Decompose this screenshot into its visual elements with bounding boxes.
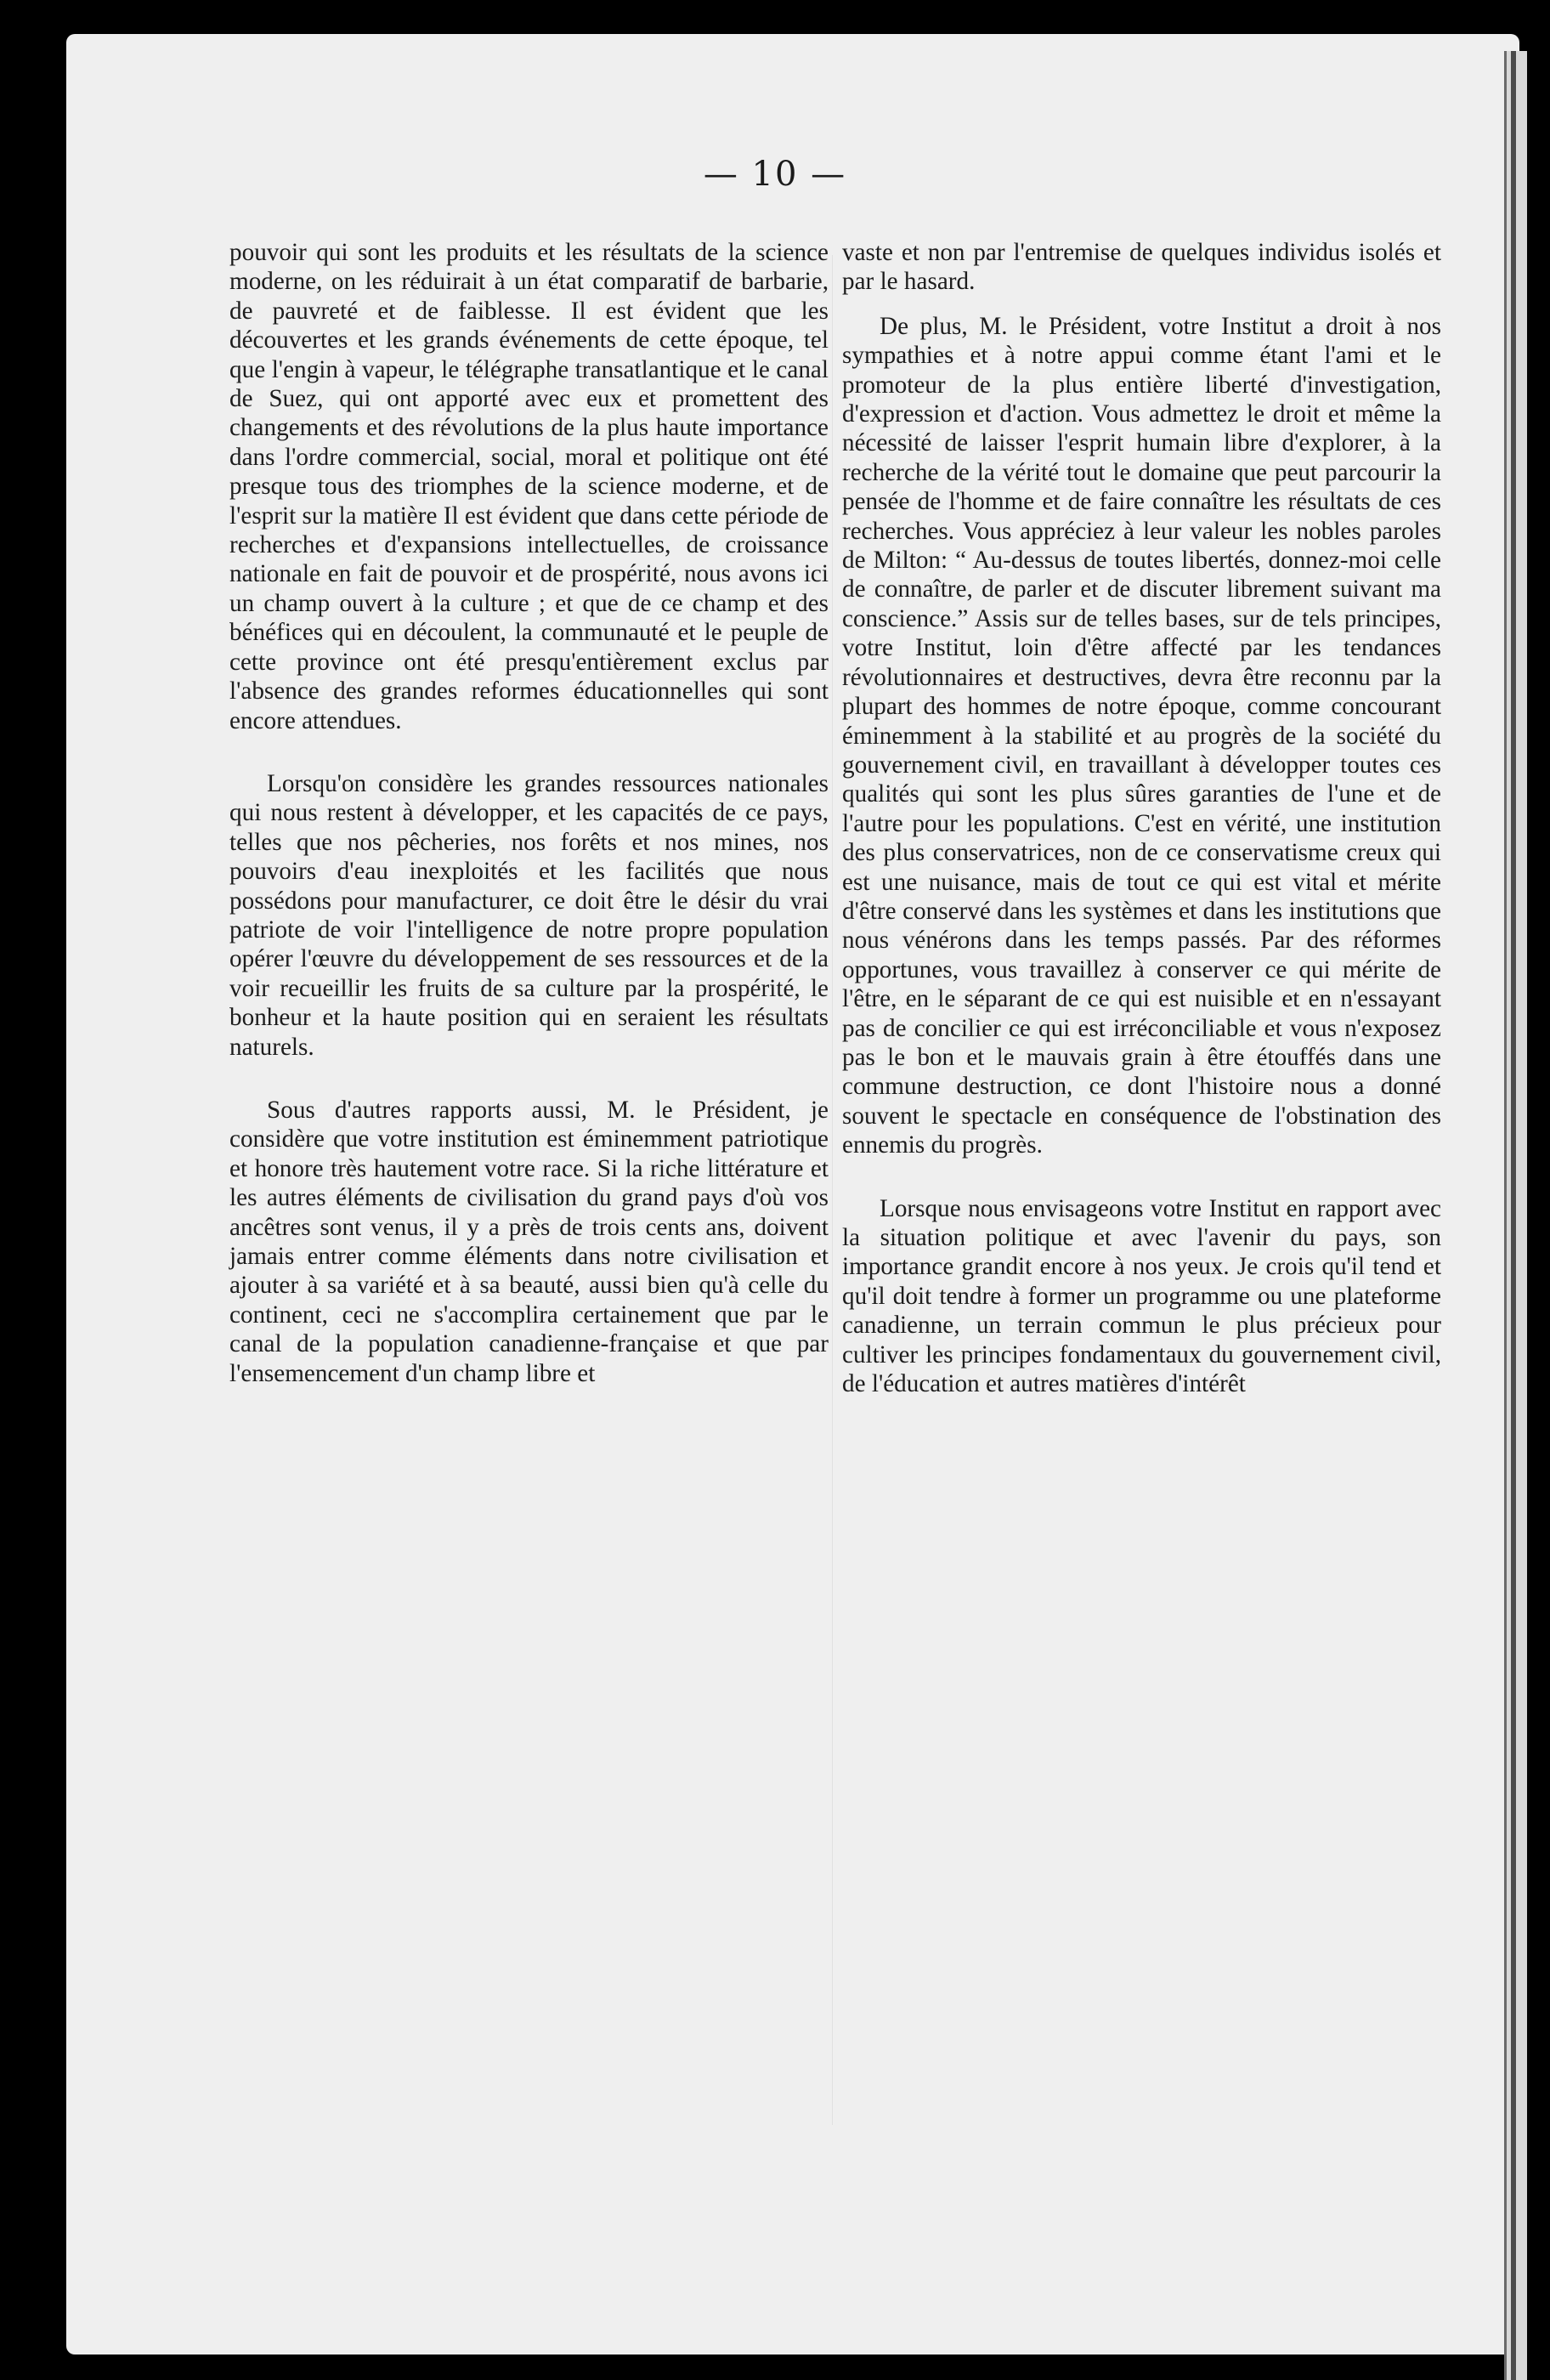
page-edge-shadow	[1511, 51, 1516, 2380]
paragraph: vaste et non par l'entremise de quelques individus isolés et par le hasard.	[842, 239, 1441, 296]
page-number: — 10 —	[703, 155, 847, 194]
left-text-column	[229, 238, 829, 1388]
paragraph: Lorsqu'on considère les grandes ressources nationales qui nous restent à développer, et les capacités de ce pays, telles que nos pêcheries, nos forêts et nos mines, nos pouvoirs d'eau inexploités et les facilités que nous possédons pour manufacturer, ce doit être le désir du vrai patriote de voir l'intelligence de notre propre population opérer l'œuvre du développement de ses ressources et de la voir recueillir les fruits de sa culture par la prospérité, le bonheur et la haute position qui en seraient les résultats naturels.	[229, 769, 829, 1061]
paragraph: De plus, M. le Président, votre Institut a droit à nos sympathies et à notre appui comme étant l'ami et le promoteur de la plus entière liberté d'investigation, d'expression et d'action. Vous admettez le droit et même la nécessité de laisser l'esprit humain libre d'explorer, à la recherche de la vérité tout le domaine que peut parcourir la pensée de l'homme et de faire connaître les résultats de ces recherches. Vous appréciez à leur valeur les nobles paroles de Milton: “ Au-dessus de toutes libertés, donnez-moi celle de connaître, de parler et de discuter librement suivant ma conscience.” Assis sur de telles bases, sur de tels principes, votre Institut, loin d'être affecté par les tendances révolutionnaires et destructives, devra être reconnu par la plupart des hommes de notre époque, comme concourant éminemment à la stabilité et au progrès de la société du gouvernement civil, en travaillant à développer toutes ces qualités qui sont les plus sûres garanties de l'une et de l'autre pour les populations. C'est en vérité, une institution des plus conservatrices, non de ce conservatisme creux qui est une nuisance, mais de tout ce qui est vital et mérite d'être conservé dans les systèmes et dans les institutions que nous vénérons dans les temps passés. Par des réformes opportunes, vous travaillez à conserver ce qui mérite de l'être, en le séparant de ce qui est nuisible et en n'essayant pas de concilier ce qui est irréconciliable et vous n'exposez pas le bon et le mauvais grain à être étouffés dans une commune destruction, ce dont l'histoire nous a donné souvent le spectacle en conséquence de l'obstination des ennemis du progrès.	[842, 312, 1441, 1159]
paragraph: pouvoir qui sont les produits et les résultats de la science moderne, on les réduirait à un état comparatif de barbarie, de pauvreté et de faiblesse. Il est évident que les découvertes et les grands événements de cette époque, tel que l'engin à vapeur, le télégraphe transatlantique et le canal de Suez, qui ont apporté avec eux et promettent des changements et des révolutions de la plus haute importance dans l'ordre commercial, social, moral et politique ont été presque tous des triomphes de la science moderne, et de l'esprit sur la matière Il est évident que dans cette période de recherches et d'expansions intellectuelles, de croissance nationale en fait de pouvoir et de prospérité, nous avons ici un champ ouvert à la culture ; et que de ce champ et des bénéfices qui en découlent, la communauté et le peuple de cette province ont été presqu'entièrement exclus par l'absence des grandes reformes éducationnelles qui sont encore attendues.	[229, 239, 829, 734]
right-text-column	[842, 238, 1441, 1398]
column-gutter	[832, 255, 833, 2125]
paragraph: Sous d'autres rapports aussi, M. le Président, je considère que votre institution est éminemment patriotique et honore très hautement votre race. Si la riche littérature et les autres éléments de civilisation du grand pays d'où vos ancêtres sont venus, il y a près de trois cents ans, doivent jamais entrer comme éléments dans notre civilisation et ajouter à sa variété et à sa beauté, aussi bien qu'à celle du continent, ceci ne s'accomplira certainement que par le canal de la population canadienne-française et que par l'ensemencement d'un champ libre et	[229, 1096, 829, 1387]
paragraph: Lorsque nous envisageons votre Institut en rapport avec la situation politique et avec l'avenir du pays, son importance grandit encore à nos yeux. Je crois qu'il tend et qu'il doit tendre à former un programme ou une plateforme canadienne, un terrain commun le plus précieux pour cultiver les principes fondamentaux du gouvernement civil, de l'éducation et autres matières d'intérêt	[842, 1194, 1441, 1398]
